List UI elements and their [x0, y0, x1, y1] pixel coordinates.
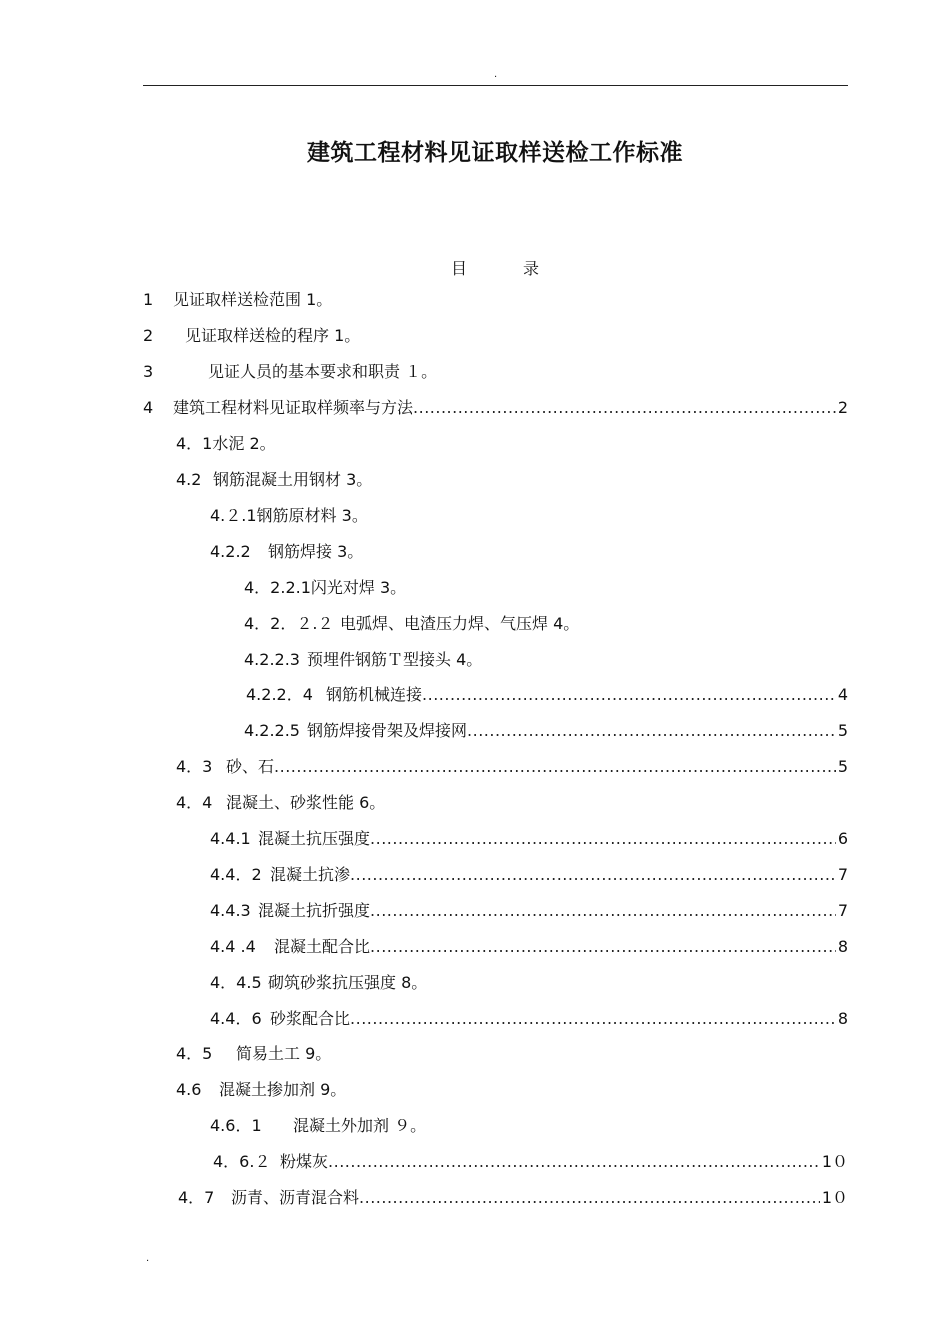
toc-entry-number: 4.2 [176, 470, 202, 489]
toc-entry-page: 4 [837, 685, 848, 704]
toc-entry-title: 闪光对焊 3。 [310, 578, 407, 597]
toc-entry-title: 混凝土配合比 [274, 937, 371, 956]
toc-dot-leader [422, 683, 836, 707]
toc-entry[interactable] [178, 1186, 848, 1210]
toc-entry-number: 4.4.3 [210, 901, 251, 920]
toc-entry-page: 8 [837, 1009, 848, 1028]
toc-entry-number: 4.2.2.5 [244, 721, 300, 740]
toc-entry-title: 钢筋混凝土用钢材 3。 [213, 470, 373, 489]
toc-entry[interactable] [210, 504, 368, 528]
toc-entry-number: 4.6 [176, 1080, 202, 1099]
toc-entry-title: 见证人员的基本要求和职责 １。 [208, 362, 438, 381]
toc-entry-number: 4.4．6 [210, 1009, 262, 1028]
toc-dot-leader [350, 1007, 836, 1031]
toc-entry-number: 4．5 [176, 1044, 213, 1063]
toc-entry[interactable] [210, 935, 848, 959]
toc-entry-number: 4．7 [178, 1188, 215, 1207]
toc-entry[interactable] [244, 612, 579, 636]
toc-entry-title: 砌筑砂浆抗压强度 8。 [268, 973, 428, 992]
toc-entry-number: 4.4.1 [210, 829, 251, 848]
toc-entry-title: 见证取样送检的程序 1。 [185, 326, 361, 345]
toc-entry-page: 2 [837, 398, 848, 417]
toc-entry-title: 钢筋机械连接 [326, 685, 423, 704]
toc-entry-number: 4.2.2.3 [244, 650, 300, 669]
document-title: 建筑工程材料见证取样送检工作标准 [307, 140, 683, 166]
toc-entry-number: 4．4 [176, 793, 213, 812]
toc-entry[interactable] [210, 1114, 426, 1138]
toc-entry[interactable] [244, 719, 848, 743]
toc-entry[interactable] [176, 432, 276, 456]
toc-entry-title: 钢筋焊接骨架及焊接网 [307, 721, 468, 740]
toc-entry[interactable] [210, 827, 848, 851]
toc-entry-page: 5 [837, 757, 848, 776]
toc-entry-number: 4．4.5 [210, 973, 262, 992]
toc-entry-title: 简易土工 9。 [236, 1044, 332, 1063]
toc-entry-page: 8 [837, 937, 848, 956]
toc-entry-page: 7 [837, 865, 848, 884]
toc-entry-number: 4.4．2 [210, 865, 262, 884]
toc-entry-title: 沥青、沥青混合料 [231, 1188, 360, 1207]
toc-entry-title: 钢筋焊接 3。 [268, 542, 364, 561]
toc-entry-number: 4.2.2．4 [246, 685, 313, 704]
toc-entry-page: 6 [837, 829, 848, 848]
toc-entry[interactable] [176, 1042, 331, 1066]
toc-entry-number: 4．2.2.1 [244, 578, 311, 597]
toc-entry-title: 砂、石 [226, 757, 275, 776]
toc-entry-number: 4．2．２.２ [244, 614, 334, 633]
toc-entry[interactable] [143, 360, 437, 384]
toc-entry-title: 混凝土抗折强度 [258, 901, 371, 920]
toc-entry-title: 预埋件钢筋Ｔ型接头 4。 [307, 650, 483, 669]
toc-entry-title: 水泥 2。 [212, 434, 276, 453]
toc-entry-title: 混凝土抗渗 [270, 865, 351, 884]
header-mark: . [494, 69, 498, 80]
toc-dot-leader [359, 1186, 820, 1210]
toc-entry-page: 1０ [821, 1188, 848, 1207]
toc-entry[interactable] [143, 288, 332, 312]
toc-entry[interactable] [244, 576, 406, 600]
toc-entry[interactable] [210, 899, 848, 923]
toc-entry-number: 4.2.2 [210, 542, 251, 561]
toc-entry[interactable] [176, 755, 848, 779]
toc-entry[interactable] [143, 396, 848, 420]
toc-entry-number: 1 [143, 290, 154, 309]
toc-entry[interactable] [244, 648, 482, 672]
footer-mark: . [146, 1253, 150, 1264]
toc-entry-number: 4.4 .4 [210, 937, 256, 956]
toc-dot-leader [370, 899, 836, 923]
toc-entry-title: 混凝土、砂浆性能 6。 [226, 793, 386, 812]
toc-entry-number: 4．3 [176, 757, 213, 776]
toc-entry[interactable] [210, 1007, 848, 1031]
toc-entry-number: 4．1 [176, 434, 213, 453]
toc-entry[interactable] [210, 971, 427, 995]
toc-entry-number: 4 [143, 398, 154, 417]
toc-entry-number: 4.２.1 [210, 506, 257, 525]
toc-entry-title: 粉煤灰 [280, 1152, 329, 1171]
toc-entry[interactable] [210, 540, 363, 564]
toc-entry[interactable] [176, 791, 385, 815]
toc-dot-leader [370, 827, 836, 851]
toc-entry-title: 钢筋原材料 3。 [256, 506, 368, 525]
toc-entry-title: 见证取样送检范围 1。 [173, 290, 333, 309]
toc-entry[interactable] [213, 1150, 848, 1174]
toc-entry[interactable] [143, 324, 360, 348]
toc-dot-leader [350, 863, 836, 887]
toc-entry[interactable] [176, 468, 372, 492]
toc-entry-number: 4.6．1 [210, 1116, 262, 1135]
toc-entry[interactable] [210, 863, 848, 887]
toc-dot-leader [370, 935, 836, 959]
toc-entry-number: 3 [143, 362, 154, 381]
toc-entry-page: 5 [837, 721, 848, 740]
toc-entry-title: 混凝土掺加剂 9。 [219, 1080, 347, 1099]
toc-dot-leader [467, 719, 836, 743]
toc-entry-title: 建筑工程材料见证取样频率与方法 [173, 398, 414, 417]
toc-heading: 目录 [450, 259, 595, 278]
toc-dot-leader [413, 396, 836, 420]
toc-entry-title: 砂浆配合比 [270, 1009, 351, 1028]
toc-dot-leader [274, 755, 836, 779]
toc-entry[interactable] [246, 683, 848, 707]
toc-entry-page: 7 [837, 901, 848, 920]
toc-entry-number: 2 [143, 326, 154, 345]
toc-entry[interactable] [176, 1078, 346, 1102]
toc-dot-leader [328, 1150, 820, 1174]
toc-entry-number: 4．6.２ [213, 1152, 271, 1171]
toc-entry-page: 1０ [821, 1152, 848, 1171]
toc-entry-title: 电弧焊、电渣压力焊、气压焊 4。 [340, 614, 580, 633]
toc-entry-title: 混凝土外加剂 ９。 [293, 1116, 427, 1135]
toc-entry-title: 混凝土抗压强度 [258, 829, 371, 848]
header-rule [143, 85, 848, 86]
